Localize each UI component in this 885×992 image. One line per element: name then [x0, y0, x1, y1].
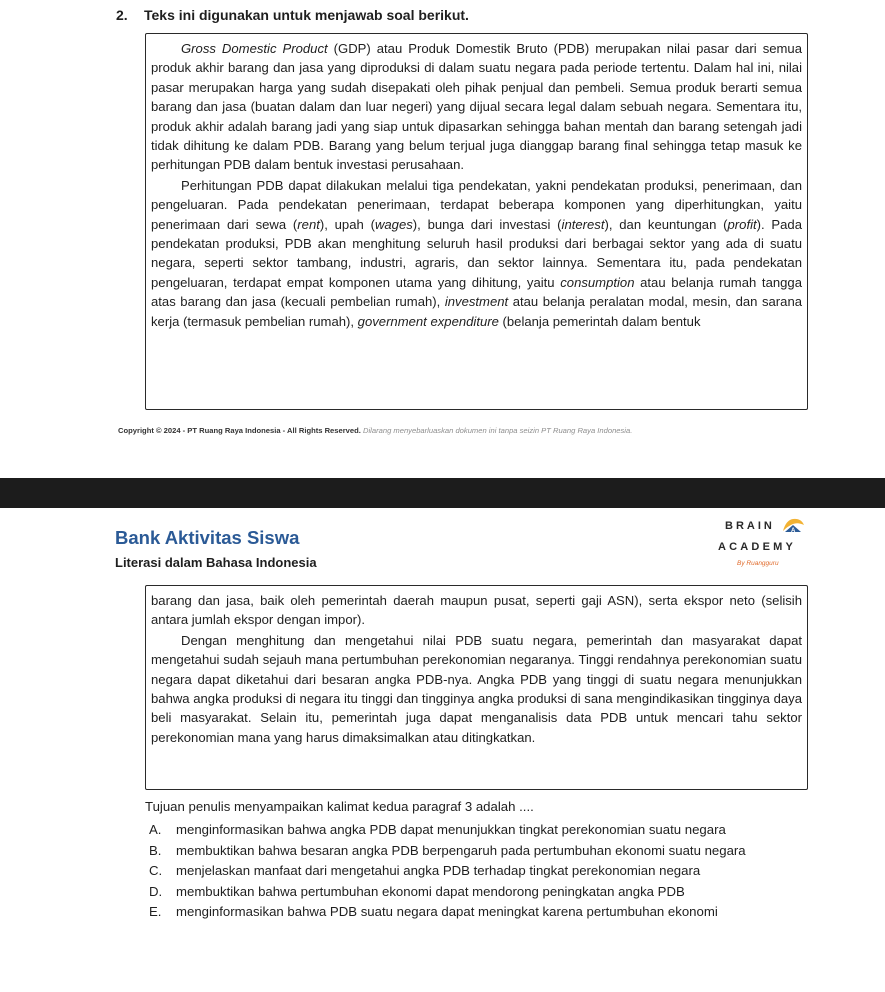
- passage-paragraph-3: Dengan menghitung dan mengetahui nilai PDB suatu negara, pemerintah dan masyarakat dapat mengetahui sudah sejauh mana pertumbuhan perekonomian negaranya. Tinggi rendahnya perekonomian suatu negara dapat diketahui dari besaran angka PDB-nya. Angka PDB yang tinggi di suatu negara menunjukkan bahwa angka produksi di negara itu tinggi dan tingginya angka produksi di sana mengindikasikan tingginya daya beli masyarakat. Selain itu, pemerintah juga dapat menganalisis data PDB untuk mencari tahu sektor perekonomian mana yang harus dimaksimalkan atau ditingkatkan.: [151, 632, 802, 745]
- option-text: menjelaskan manfaat dari mengetahui angka PDB terhadap tingkat perekonomian negara: [176, 863, 701, 878]
- passage-paragraph-2: [151, 176, 802, 331]
- option-text: membuktikan bahwa pertumbuhan ekonomi dapat mendorong peningkatan angka PDB: [176, 883, 685, 899]
- copyright-text: Copyright © 2024 - PT Ruang Raya Indonesia - All Rights Reserved.: [118, 426, 361, 435]
- text-run: government expenditure: [357, 313, 499, 329]
- answer-option-d[interactable]: [149, 882, 811, 903]
- text-run: ), bunga dari investasi (: [412, 216, 562, 232]
- answer-option-a[interactable]: [149, 820, 811, 841]
- passage-box-top: [145, 33, 808, 410]
- option-letter: B.: [149, 842, 162, 858]
- text-run: Gross Domestic Product: [181, 41, 328, 56]
- page-title: Bank Aktivitas Siswa: [115, 527, 300, 548]
- brand-name-line2: ACADEMY: [718, 541, 797, 553]
- text-run: wages: [374, 216, 413, 232]
- text-run: (belanja pemerintah dalam bentuk: [498, 313, 701, 329]
- option-text: menginformasikan bahwa PDB suatu negara dapat meningkat karena pertumbuhan ekonomi: [176, 904, 718, 919]
- option-text: membuktikan bahwa besaran angka PDB berpengaruh pada pertumbuhan ekonomi suatu negara: [176, 842, 746, 858]
- text-run: ), upah (: [319, 216, 375, 232]
- passage-box-bottom: [145, 585, 808, 790]
- brand-logo: [713, 520, 813, 572]
- text-run: (GDP) atau Produk Domestik Bruto (PDB) merupakan nilai pasar dari semua produk akhir barang dan jasa yang diproduksi di dalam suatu negara pada periode tertentu. Dalam hal ini, nilai pasar merupakan harga yang sudah disepakati oleh pihak penjual dan pembeli. Semua produk berarti semua barang dan jasa (buatan dalam dan luar negeri) yang dijual secara legal dalam sebuah negara. Sementara itu, produk akhir adalah barang jadi yang siap untuk dipasarkan sehingga bahan mentah dan barang setengah jadi tidak dihitung ke dalam PDB. Barang yang belum terjual juga dianggap barang final sehingga tetap masuk ke perhitungan PDB dalam bentuk investasi perusahaan.: [151, 41, 803, 173]
- copyright-warning: Dilarang menyebarluaskan dokumen ini tanpa seizin PT Ruang Raya Indonesia.: [363, 426, 633, 435]
- answer-option-b[interactable]: [149, 841, 811, 862]
- text-run: consumption: [560, 274, 635, 290]
- text-run: atau belanja peralatan modal, mesin, dan sarana kerja (termasuk pembelian rumah),: [151, 294, 803, 329]
- question-stem: Tujuan penulis menyampaikan kalimat kedua paragraf 3 adalah ....: [145, 799, 534, 814]
- option-letter: E.: [149, 904, 162, 919]
- option-text: menginformasikan bahwa angka PDB dapat menunjukkan tingkat perekonomian suatu negara: [176, 822, 726, 837]
- option-letter: C.: [149, 863, 163, 878]
- text-run: profit: [727, 216, 757, 232]
- text-run: ), dan keuntungan (: [604, 216, 728, 232]
- answer-option-e[interactable]: [149, 902, 811, 923]
- option-letter: D.: [149, 883, 163, 899]
- text-run: Perhitungan PDB dapat dilakukan melalui tiga pendekatan, yakni pendekatan produksi, penerimaan, dan pengeluaran. Pada pendekatan penerimaan, terdapat beberapa komponen yang diperhitungkan, yaitu penerimaan dari sewa (: [151, 177, 802, 232]
- answer-option-c[interactable]: [149, 861, 811, 882]
- passage-paragraph-2-continued: barang dan jasa, baik oleh pemerintah daerah maupun pusat, seperti gaji ASN), serta ekspor neto (selisih antara jumlah ekspor dengan impor).: [151, 593, 802, 628]
- page-divider-band: [0, 478, 885, 508]
- brand-name-line1: BRAIN: [725, 520, 775, 532]
- text-run: atau belanja rumah tangga atas barang dan jasa (kecuali pembelian rumah),: [151, 274, 802, 310]
- brain-academy-logo-icon: [780, 517, 806, 537]
- page-subtitle: Literasi dalam Bahasa Indonesia: [115, 555, 317, 570]
- passage-paragraph-1: [151, 39, 802, 175]
- answer-options: [149, 820, 811, 923]
- svg-text:A: A: [791, 528, 796, 534]
- question-instruction: Teks ini digunakan untuk menjawab soal berikut.: [144, 7, 469, 23]
- question-number: 2.: [116, 7, 128, 23]
- brand-byline: By Ruangguru: [737, 560, 779, 567]
- page-header: [0, 508, 885, 585]
- option-letter: A.: [149, 822, 162, 837]
- text-run: rent: [297, 216, 320, 232]
- text-run: ). Pada pendekatan produksi, PDB akan menghitung seluruh hasil produksi dari berbagai sektor yang ada di suatu negara, seperti sektor tambang, industri, agraris, dan sektor lainnya. Sementara itu, pada pendekatan pengeluaran, terdapat empat komponen utama yang dihitung, yaitu: [151, 216, 802, 290]
- text-run: investment: [444, 294, 509, 310]
- text-run: interest: [561, 216, 605, 232]
- copyright-notice: [118, 426, 632, 435]
